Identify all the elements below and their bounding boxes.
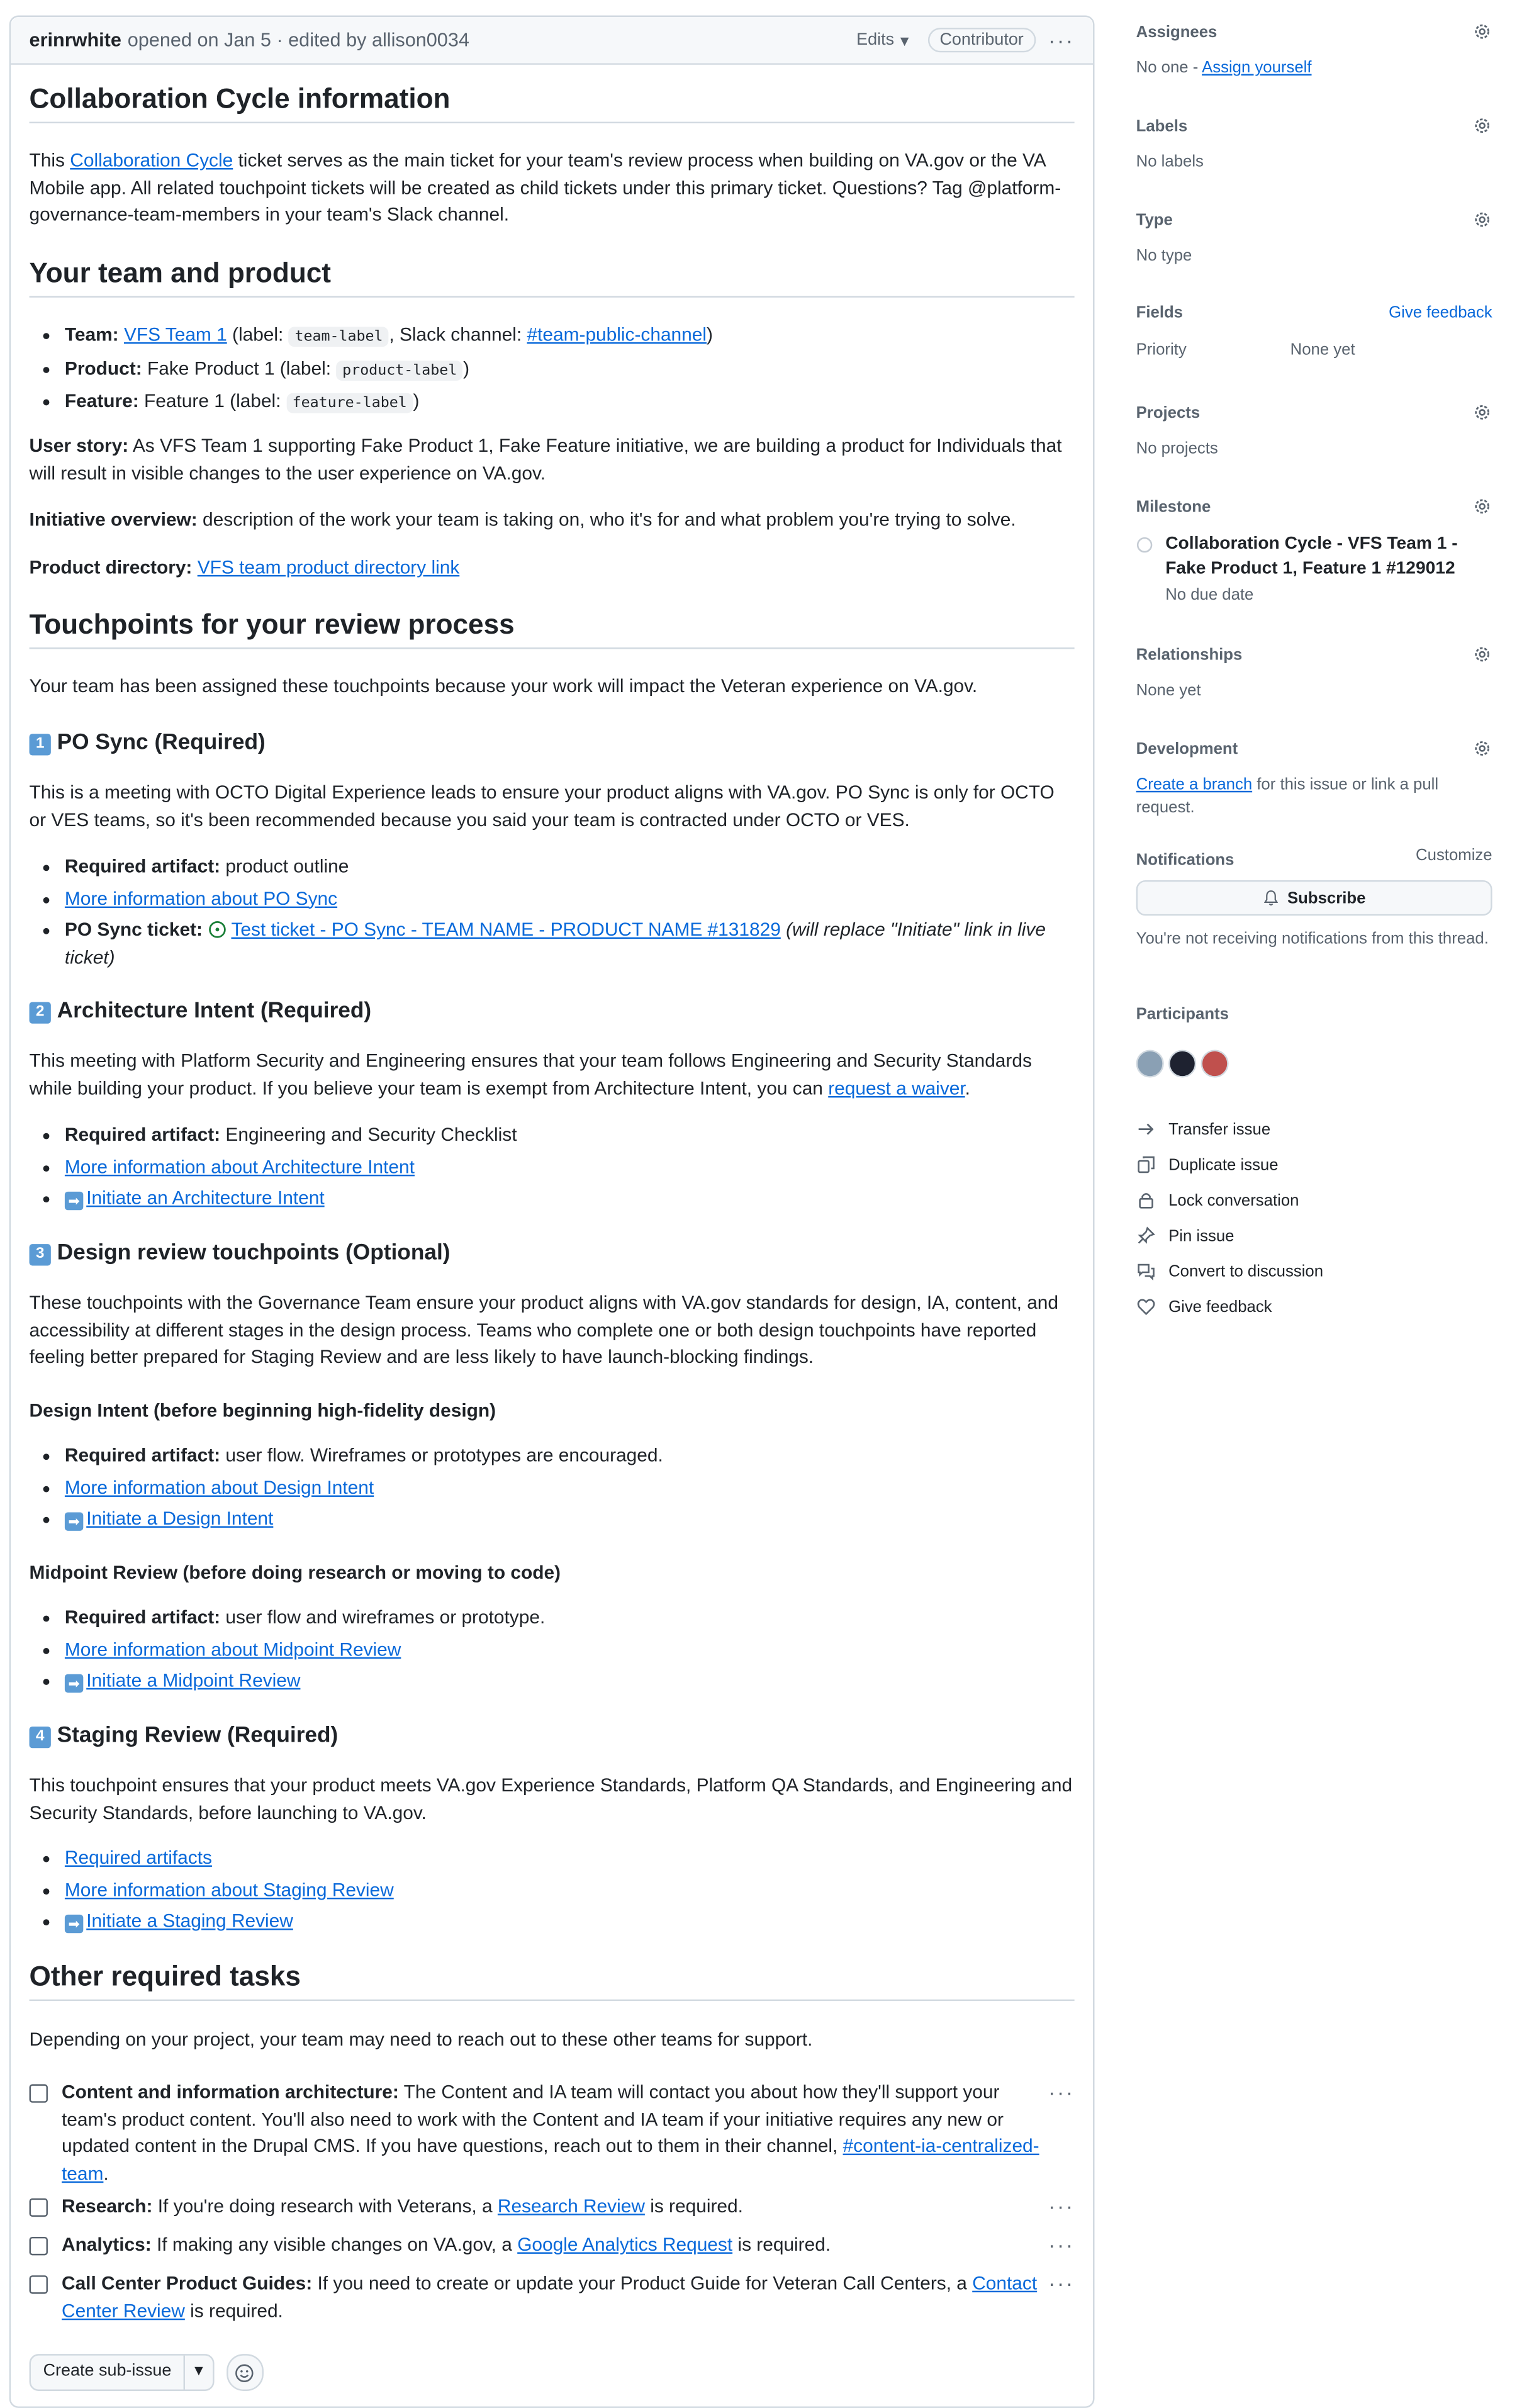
- text: is required.: [732, 2234, 831, 2256]
- gear-icon[interactable]: [1472, 402, 1492, 422]
- label: Team:: [64, 323, 119, 345]
- arrow-right-icon: [1136, 1119, 1156, 1140]
- arrow-right-icon: ➡: [65, 1674, 83, 1693]
- issue-meta: opened on Jan 5 · edited by allison0034: [127, 29, 469, 51]
- task-options-icon[interactable]: ···: [1048, 2270, 1075, 2296]
- collaboration-cycle-link[interactable]: Collaboration Cycle: [70, 149, 233, 171]
- request-waiver-link[interactable]: request a waiver: [828, 1077, 965, 1099]
- product-directory-link[interactable]: VFS team product directory link: [197, 556, 460, 578]
- list-item: [65, 1123, 1075, 1150]
- sidebar-heading: Projects: [1136, 403, 1201, 422]
- action-label: Convert to discussion: [1168, 1262, 1324, 1280]
- issue-body: [9, 16, 1095, 2408]
- task-text: [62, 2193, 1044, 2220]
- required-artifacts-link[interactable]: Required artifacts: [64, 1847, 212, 1869]
- content-ia-channel-link[interactable]: #content-ia-centralized-team: [62, 2135, 1039, 2184]
- list-item: [65, 1506, 1075, 1533]
- section-title: Collaboration Cycle information: [30, 86, 1075, 123]
- caret-down-icon: ▾: [900, 31, 909, 50]
- staging-desc: This touchpoint ensures that your product meets VA.gov Experience Standards, Platform QA Standards, and Engineering and Security Standards, before launching to VA.gov.: [29, 1774, 1073, 1823]
- label: Content and information architecture:: [62, 2081, 399, 2103]
- label: Initiative overview:: [29, 508, 198, 530]
- text: This: [29, 149, 70, 171]
- arch-desc: [30, 1048, 1075, 1102]
- text: , Slack channel:: [389, 323, 527, 345]
- team-label-code: team-label: [289, 327, 389, 347]
- po-sync-list: [30, 854, 1075, 976]
- staging-list: [30, 1845, 1075, 1940]
- design-intent-list: [30, 1443, 1075, 1538]
- arrow-right-icon: ➡: [65, 1512, 83, 1530]
- list-item: [65, 1185, 1075, 1212]
- copy-icon: [1136, 1155, 1156, 1175]
- pin-issue-action[interactable]: [1136, 1218, 1492, 1253]
- sidebar-development: [1136, 739, 1492, 819]
- label: Feature:: [64, 389, 139, 412]
- text: user flow and wireframes or prototype.: [220, 1606, 546, 1628]
- sidebar-milestone: [1136, 496, 1492, 605]
- design-intent-initiate-link[interactable]: Initiate a Design Intent: [86, 1508, 274, 1530]
- duplicate-issue-action[interactable]: [1136, 1147, 1492, 1182]
- task-checkbox[interactable]: [30, 2275, 48, 2293]
- research-review-link[interactable]: Research Review: [497, 2195, 645, 2217]
- sidebar-heading: Development: [1136, 739, 1238, 758]
- subheading: Design Intent (before beginning high-fidelity design): [29, 1399, 496, 1421]
- user-story: [30, 433, 1075, 487]
- sidebar-heading: Relationships: [1136, 645, 1243, 664]
- task-text: [62, 2271, 1044, 2325]
- text: .: [965, 1077, 970, 1099]
- add-reaction-smiley-icon[interactable]: [226, 2354, 263, 2391]
- heading-text: Design review touchpoints (Optional): [57, 1241, 451, 1266]
- bell-icon: [1263, 890, 1280, 907]
- team-link[interactable]: VFS Team 1: [123, 323, 227, 345]
- sidebar-heading: Milestone: [1136, 497, 1211, 516]
- sidebar-projects: [1136, 402, 1492, 457]
- list-item: [65, 854, 1075, 881]
- arch-list: [30, 1123, 1075, 1218]
- comment-discussion-icon: [1136, 1261, 1156, 1281]
- section-title: Your team and product: [30, 260, 1075, 297]
- label: Required artifact:: [64, 1606, 221, 1628]
- product-label-code: product-label: [336, 360, 463, 380]
- sidebar-heading: Type: [1136, 210, 1173, 229]
- label: Research:: [62, 2195, 153, 2217]
- arch-info-link[interactable]: More information about Architecture Intent: [64, 1155, 415, 1177]
- text: Engineering and Security Checklist: [220, 1124, 517, 1146]
- sidebar-actions: [1136, 1111, 1492, 1324]
- labels-value: No labels: [1136, 152, 1204, 171]
- action-label: Pin issue: [1168, 1226, 1234, 1245]
- staging-info-link[interactable]: More information about Staging Review: [64, 1878, 394, 1900]
- list-item: [65, 1845, 1075, 1873]
- gear-icon[interactable]: [1472, 644, 1492, 664]
- priority-label: Priority: [1136, 340, 1187, 359]
- list-item: [65, 1474, 1075, 1501]
- po-sync-ticket-link[interactable]: Test ticket - PO Sync - TEAM NAME - PRODUCT NAME #131829: [231, 919, 781, 941]
- list-item: [65, 1154, 1075, 1181]
- product-directory: [30, 555, 1075, 582]
- more-options-icon[interactable]: ···: [1048, 28, 1075, 53]
- slack-channel-link[interactable]: #team-public-channel: [527, 323, 707, 345]
- text: user flow. Wireframes or prototypes are encouraged.: [220, 1444, 663, 1466]
- text: (label:: [227, 323, 289, 345]
- milestone-link[interactable]: Collaboration Cycle - VFS Team 1 - Fake Product 1, Feature 1 #129012: [1165, 535, 1458, 578]
- number-two-icon: 2: [30, 1002, 51, 1023]
- sidebar-fields: [1136, 304, 1492, 359]
- task-item: [30, 2193, 1075, 2220]
- contact-center-review-link[interactable]: Contact Center Review: [62, 2272, 1038, 2321]
- give-feedback-link[interactable]: Give feedback: [1389, 303, 1492, 323]
- list-item: [65, 917, 1075, 972]
- sidebar-heading: Notifications: [1136, 851, 1234, 870]
- midpoint-info-link[interactable]: More information about Midpoint Review: [64, 1638, 401, 1660]
- sidebar-heading: Fields: [1136, 303, 1183, 323]
- text: ): [413, 389, 420, 412]
- sub-issue-dropdown-caret-icon[interactable]: ▾: [184, 2356, 212, 2390]
- action-label: Lock conversation: [1168, 1190, 1299, 1210]
- list-item: [65, 322, 1075, 350]
- heading-text: Architecture Intent (Required): [57, 999, 372, 1024]
- label: Call Center Product Guides:: [62, 2272, 313, 2294]
- touchpoint-heading: [30, 1723, 1075, 1750]
- issue-footer: [30, 2354, 1075, 2391]
- list-item: [65, 1668, 1075, 1695]
- midpoint-initiate-link[interactable]: Initiate a Midpoint Review: [86, 1669, 301, 1691]
- edits-dropdown[interactable]: [856, 30, 909, 50]
- action-label: Transfer issue: [1168, 1119, 1271, 1139]
- subscribe-button[interactable]: [1136, 880, 1492, 916]
- sidebar-heading: Assignees: [1136, 22, 1218, 41]
- text: description of the work your team is taking on, who it's for and what problem you're trying to solve.: [197, 508, 1016, 530]
- pin-icon: [1136, 1226, 1156, 1246]
- list-item: [65, 1443, 1075, 1470]
- heading-text: PO Sync (Required): [57, 731, 266, 756]
- list-item: [65, 886, 1075, 913]
- sidebar-heading: Labels: [1136, 116, 1188, 135]
- label: Required artifact:: [64, 1124, 221, 1146]
- gear-icon[interactable]: [1472, 116, 1492, 136]
- section-intro: Your team has been assigned these touchpoints because your work will impact the Veteran experience on VA.gov.: [29, 675, 978, 697]
- task-options-icon[interactable]: ···: [1048, 2193, 1075, 2219]
- gear-icon[interactable]: [1472, 496, 1492, 517]
- create-sub-issue-button[interactable]: Create sub-issue: [43, 2362, 172, 2381]
- sidebar-relationships: [1136, 644, 1492, 700]
- list-item: [65, 1604, 1075, 1632]
- task-text: [62, 2080, 1044, 2188]
- gear-icon[interactable]: [1472, 21, 1492, 42]
- text: .: [103, 2162, 109, 2184]
- create-sub-issue-group: [30, 2354, 214, 2391]
- convert-to-discussion-action[interactable]: [1136, 1253, 1492, 1289]
- text: ): [707, 323, 713, 345]
- section-title: Touchpoints for your review process: [30, 612, 1075, 649]
- sidebar-labels: [1136, 116, 1492, 171]
- label: PO Sync ticket:: [64, 919, 203, 941]
- role-badge: Contributor: [927, 28, 1036, 52]
- text: ticket serves as the main ticket for your team's review process when building on VA.gov or the VA Mobile app. All related touchpoint tickets will be created as child tickets under this primary ticket. Questions? Tag @platform-governance-team-members in your team's Slack channel.: [29, 149, 1061, 225]
- design-intent-info-link[interactable]: More information about Design Intent: [64, 1476, 374, 1498]
- task-options-icon[interactable]: ···: [1048, 2080, 1075, 2105]
- sidebar-assignees: [1136, 21, 1492, 77]
- arch-initiate-link[interactable]: Initiate an Architecture Intent: [86, 1187, 325, 1209]
- text: If you need to create or update your Product Guide for Veteran Call Centers, a: [312, 2272, 973, 2294]
- milestone-progress-icon: [1136, 537, 1153, 554]
- task-item: [30, 2271, 1075, 2325]
- text: product outline: [220, 855, 349, 878]
- sidebar-participants: [1136, 1005, 1492, 1077]
- list-item: [65, 1877, 1075, 1904]
- text: Fake Product 1 (label:: [142, 357, 337, 379]
- assign-yourself-link[interactable]: Assign yourself: [1202, 59, 1312, 77]
- number-three-icon: 3: [30, 1244, 51, 1265]
- task-item: [30, 2080, 1075, 2188]
- text: If you're doing research with Veterans, a: [152, 2195, 498, 2217]
- edits-label: Edits: [856, 31, 895, 50]
- touchpoint-heading: [30, 1241, 1075, 1268]
- touchpoint-heading: [30, 999, 1075, 1026]
- customize-link[interactable]: Customize: [1416, 846, 1492, 865]
- participant-avatar[interactable]: [1136, 1050, 1164, 1077]
- midpoint-list: [30, 1604, 1075, 1700]
- task-checkbox[interactable]: [30, 2198, 48, 2217]
- analytics-request-link[interactable]: Google Analytics Request: [517, 2234, 733, 2256]
- gear-icon[interactable]: [1472, 739, 1492, 759]
- transfer-issue-action[interactable]: [1136, 1111, 1492, 1146]
- text: ): [463, 357, 470, 379]
- text: As VFS Team 1 supporting Fake Product 1, Fake Feature initiative, we are building a product for Individuals that will result in visible changes to the user experience on VA.gov.: [29, 434, 1062, 484]
- feature-label-code: feature-label: [286, 393, 413, 413]
- create-branch-link[interactable]: Create a branch: [1136, 775, 1253, 794]
- lock-conversation-action[interactable]: [1136, 1182, 1492, 1218]
- type-value: No type: [1136, 247, 1192, 266]
- sidebar-notifications: [1136, 846, 1492, 950]
- lock-icon: [1136, 1190, 1156, 1210]
- list-item: [65, 1908, 1075, 1935]
- projects-value: No projects: [1136, 439, 1218, 458]
- task-item: [30, 2232, 1075, 2260]
- touchpoint-heading: [30, 731, 1075, 758]
- gear-icon[interactable]: [1472, 210, 1492, 230]
- subscribe-label: Subscribe: [1287, 888, 1366, 907]
- milestone-due: No due date: [1165, 586, 1254, 605]
- label: Product directory:: [29, 556, 193, 578]
- subheading: Midpoint Review (before doing research or moving to code): [29, 1561, 561, 1584]
- participant-avatar[interactable]: [1168, 1050, 1196, 1077]
- po-sync-info-link[interactable]: More information about PO Sync: [64, 887, 338, 909]
- author-name[interactable]: erinrwhite: [29, 29, 121, 51]
- po-sync-desc: This is a meeting with OCTO Digital Experience leads to ensure your product aligns with VA.gov. PO Sync is only for OCTO or VES teams, so it's been recommended because you said your team is contracted under OCTO or VES.: [29, 781, 1055, 831]
- relationships-value: None yet: [1136, 681, 1201, 700]
- arrow-right-icon: ➡: [65, 1192, 83, 1210]
- team-list: [30, 322, 1075, 422]
- task-text: [62, 2232, 1044, 2260]
- label: User story:: [29, 434, 129, 457]
- issue-header: [11, 17, 1093, 65]
- text: The Content and IA team will contact you about how they'll support your team's product content. You'll also need to work with the Content and IA team if your initiative requires any new or updated content in the Drupal CMS. If you have questions, reach out to them in their channel,: [62, 2081, 1004, 2157]
- text: is required.: [184, 2299, 283, 2321]
- staging-initiate-link[interactable]: Initiate a Staging Review: [86, 1910, 293, 1932]
- assignees-value: No one -: [1136, 59, 1202, 77]
- action-label: Duplicate issue: [1168, 1155, 1279, 1174]
- task-checkbox[interactable]: [30, 2237, 48, 2255]
- sidebar-heading: Participants: [1136, 1005, 1229, 1024]
- number-one-icon: 1: [30, 734, 51, 755]
- list-item: [65, 1637, 1075, 1664]
- list-item: [65, 356, 1075, 384]
- give-feedback-action[interactable]: [1136, 1289, 1492, 1324]
- section-intro: [30, 148, 1075, 229]
- label: Required artifact:: [64, 1444, 221, 1466]
- action-label: Give feedback: [1168, 1297, 1272, 1316]
- section-title: Other required tasks: [30, 1964, 1075, 2000]
- participant-avatar[interactable]: [1201, 1050, 1229, 1077]
- task-options-icon[interactable]: ···: [1048, 2232, 1075, 2257]
- open-issue-icon: [208, 921, 226, 939]
- sidebar-type: [1136, 210, 1492, 265]
- text: is required.: [644, 2195, 743, 2217]
- list-item: [65, 388, 1075, 417]
- text: If making any visible changes on VA.gov, a: [151, 2234, 518, 2256]
- section-intro: Depending on your project, your team may need to reach out to these other teams for support.: [29, 2029, 813, 2051]
- heart-icon: [1136, 1296, 1156, 1316]
- ticket-note: (will replace "Initiate" link in live ticket): [64, 919, 1046, 968]
- initiative-overview: [30, 507, 1075, 534]
- task-checkbox[interactable]: [30, 2084, 48, 2102]
- heading-text: Staging Review (Required): [57, 1723, 339, 1749]
- design-desc: These touchpoints with the Governance Team ensure your product aligns with VA.gov standards for design, IA, content, and accessibility at different stages in the design process. Teams who complete one or both design touchpoints have reported feeling better prepared for Staging Review and are less likely to have launch-blocking findings.: [29, 1292, 1059, 1368]
- label: Product:: [64, 357, 142, 379]
- priority-value[interactable]: None yet: [1290, 340, 1355, 359]
- arrow-right-icon: ➡: [65, 1915, 83, 1933]
- number-four-icon: 4: [30, 1726, 51, 1747]
- text: This meeting with Platform Security and Engineering ensures that your team follows Engineering and Security Standards while building your product. If you believe your team is exempt from Architecture Intent, you can: [29, 1050, 1032, 1099]
- development-text: for this issue or link a pull request.: [1136, 775, 1439, 817]
- label: Analytics:: [62, 2234, 152, 2256]
- text: Feature 1 (label:: [138, 389, 286, 412]
- label: Required artifact:: [64, 855, 221, 878]
- notification-note: You're not receiving notifications from this thread.: [1136, 929, 1489, 948]
